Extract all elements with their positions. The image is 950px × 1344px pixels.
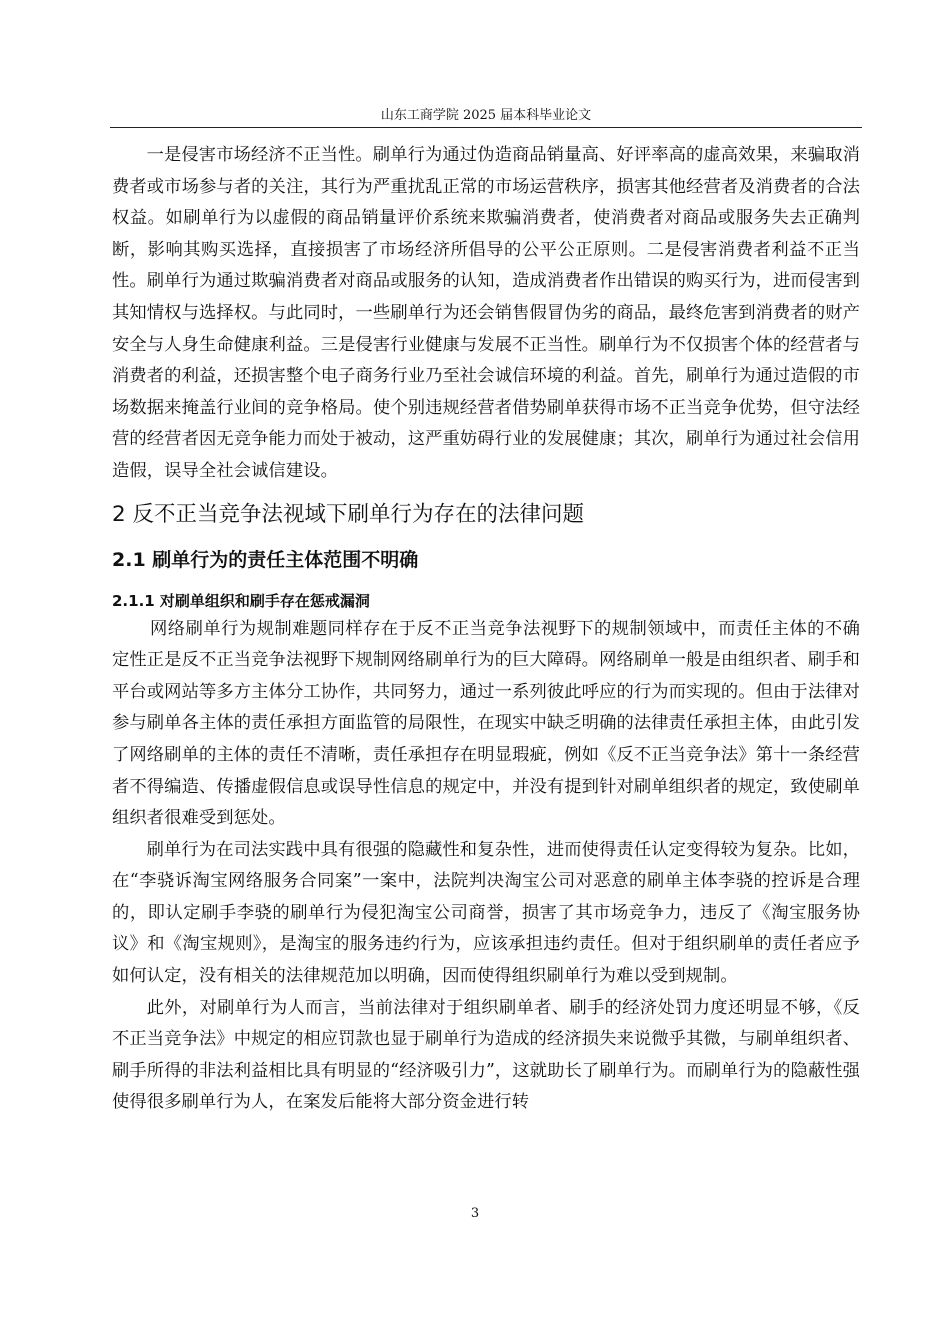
subsection-heading-2-1: 2.1 刷单行为的责任主体范围不明确 <box>112 548 419 571</box>
paragraph-economic-penalty: 此外，对刷单行为人而言，当前法律对于组织刷单者、刷手的经济处罚力度还明显不够，《反不正当竞争法》中规定的相应罚款也显于刷单行为造成的经济损失来说微乎其微，与刷单组织者、刷手所得的非法利益相比具有明显的“经济吸引力”，这就助长了刷单行为。而刷单行为的隐蔽性强使得很多刷单行为人，在案发后能将大部分资金进行转 <box>112 997 860 1113</box>
paragraph-subject-uncertainty: 网络刷单行为规制难题同样存在于反不正当竞争法视野下的规制领域中，而责任主体的不确定性正是反不正当竞争法视野下规制网络刷单行为的巨大障碍。网络刷单一般是由组织者、刷手和平台或网站等多方主体分工协作，共同努力，通过一系列彼此呼应的行为而实现的。但由于法律对参与刷单各主体的责任承担方面监管的局限性，在现实中缺乏明确的法律责任承担主体，由此引发了网络刷单的主体的责任不清晰，责任承担存在明显瑕疵，例如《反不正当竞争法》第十一条经营者不得编造、传播虚假信息或误导性信息的规定中，并没有提到针对刷单组织者的规定，致使刷单组织者很难受到惩处。 <box>112 618 860 829</box>
page-header <box>110 105 862 128</box>
header-title: 山东工商学院 2025 届本科毕业论文 <box>380 108 592 123</box>
page-number: 3 <box>470 1206 480 1221</box>
section-heading-2: 2 反不正当竞争法视域下刷单行为存在的法律问题 <box>112 501 585 527</box>
subsubsection-heading-2-1-1: 2.1.1 对刷单组织和刷手存在惩戒漏洞 <box>112 591 370 610</box>
paragraph-unfairness: 一是侵害市场经济不正当性。刷单行为通过伪造商品销量高、好评率高的虚高效果，来骗取消费者或市场参与者的关注，其行为严重扰乱正常的市场运营秩序，损害其他经营者及消费者的合法权益。如刷单行为以虚假的商品销量评价系统来欺骗消费者，使消费者对商品或服务失去正确判断，影响其购买选择，直接损害了市场经济所倡导的公平公正原则。二是侵害消费者利益不正当性。刷单行为通过欺骗消费者对商品或服务的认知，造成消费者作出错误的购买行为，进而侵害到其知情权与选择权。与此同时，一些刷单行为还会销售假冒伪劣的商品，最终危害到消费者的财产安全与人身生命健康利益。三是侵害行业健康与发展不正当性。刷单行为不仅损害个体的经营者与消费者的利益，还损害整个电子商务行业乃至社会诚信环境的利益。首先，刷单行为通过造假的市场数据来掩盖行业间的竞争格局。使个别违规经营者借势刷单获得市场不正当竞争优势，但守法经营的经营者因无竞争能力而处于被动，这严重妨碍行业的发展健康；其次，刷单行为通过社会信用造假，误导全社会诚信建设。 <box>112 145 860 481</box>
paragraph-judicial-practice: 刷单行为在司法实践中具有很强的隐藏性和复杂性，进而使得责任认定变得较为复杂。比如，在“李骁诉淘宝网络服务合同案”一案中，法院判决淘宝公司对恶意的刷单主体李骁的控诉是合理的，即认定刷手李骁的刷单行为侵犯淘宝公司商誉，损害了其市场竞争力，违反了《淘宝服务协议》和《淘宝规则》，是淘宝的服务违约行为，应该承担违约责任。但对于组织刷单的责任者应予如何认定，没有相关的法律规范加以明确，因而使得组织刷单行为难以受到规制。 <box>112 839 860 987</box>
page-content <box>112 140 860 1119</box>
